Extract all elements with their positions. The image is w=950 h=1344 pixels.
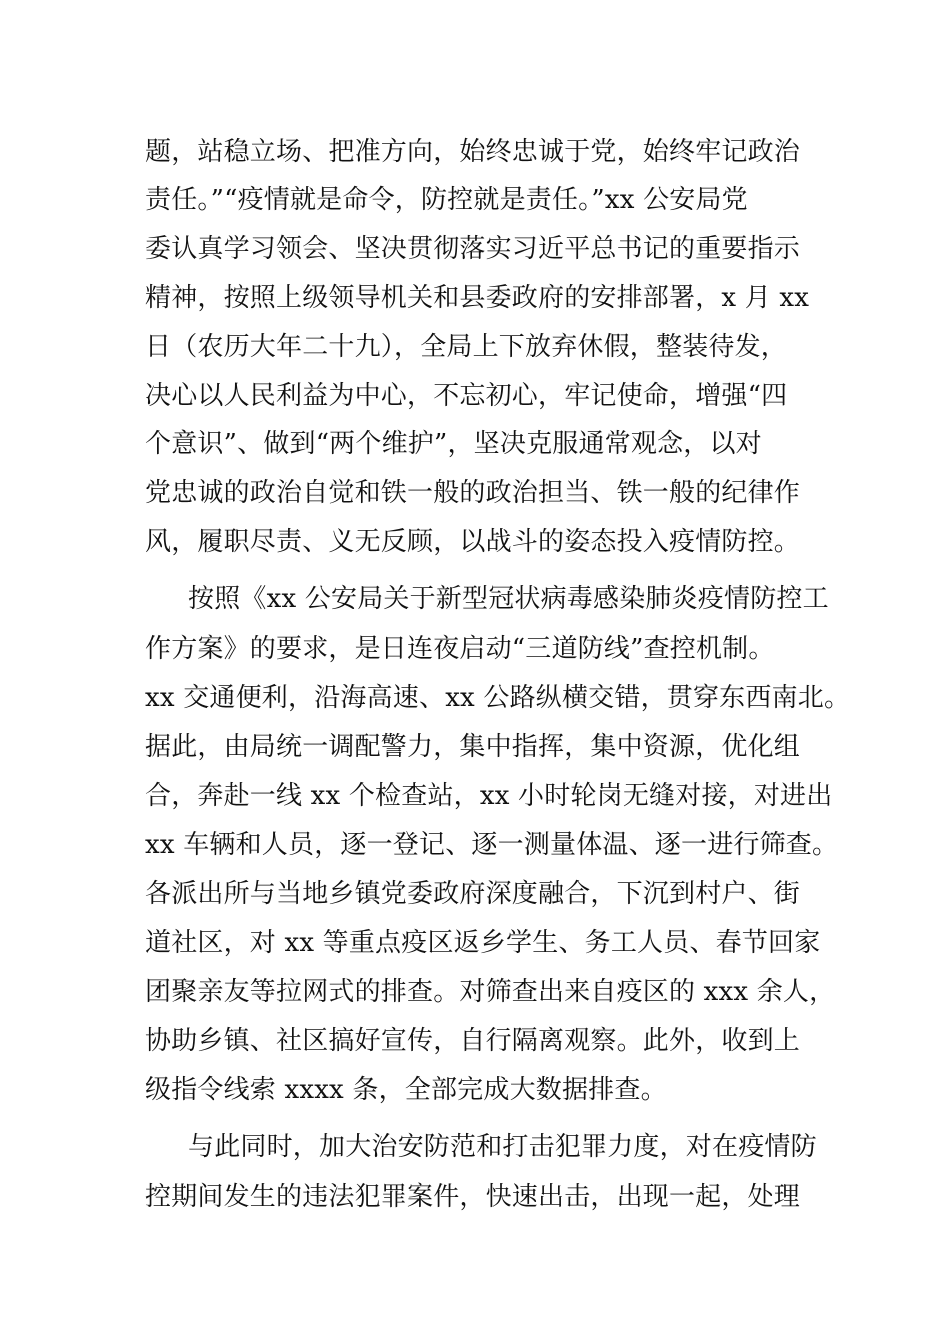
text-line: 合，奔赴一线 xx 个检查站，xx 小时轮岗无缝对接，对进出 [145,781,833,811]
text-line: xx 交通便利，沿海高速、xx 公路纵横交错，贯穿东西南北。 [145,683,851,713]
text-line: 级指令线索 xxxx 条，全部完成大数据排查。 [145,1075,667,1105]
text-line: 按照《xx 公安局关于新型冠状病毒感染肺炎疫情防控工 [188,584,829,614]
text-line: 与此同时，加大治安防范和打击犯罪力度，对在疫情防 [188,1132,817,1162]
text-line: 各派出所与当地乡镇党委政府深度融合，下沉到村户、街 [145,879,801,909]
text-line: 团聚亲友等拉网式的排查。对筛查出来自疫区的 xxx 余人， [145,977,836,1007]
text-line: 责任。”“疫情就是命令，防控就是责任。”xx 公安局党 [145,185,748,215]
text-line: 道社区，对 xx 等重点疫区返乡学生、务工人员、春节回家 [145,928,821,958]
text-line: 个意识”、做到“两个维护”，坚决克服通常观念，以对 [145,429,762,459]
text-line: 委认真学习领会、坚决贯彻落实习近平总书记的重要指示 [145,234,801,264]
text-line: 控期间发生的违法犯罪案件，快速出击，出现一起，处理 [145,1182,801,1212]
text-line: xx 车辆和人员，逐一登记、逐一测量体温、逐一进行筛查。 [145,830,839,860]
text-line: 精神，按照上级领导机关和县委政府的安排部署，x 月 xx [145,283,810,313]
text-line: 题，站稳立场、把准方向，始终忠诚于党，始终牢记政治 [145,137,801,167]
text-line: 风，履职尽责、义无反顾，以战斗的姿态投入疫情防控。 [145,527,801,557]
text-line: 日（农历大年二十九），全局上下放弃休假，整装待发， [145,332,788,362]
text-line: 作方案》的要求，是日连夜启动“三道防线”查控机制。 [145,634,775,664]
text-line: 协助乡镇、社区搞好宣传，自行隔离观察。此外，收到上 [145,1026,801,1056]
text-line: 决心以人民利益为中心，不忘初心，牢记使命，增强“四 [145,381,788,411]
text-line: 据此，由局统一调配警力，集中指挥，集中资源，优化组 [145,732,801,762]
text-line: 党忠诚的政治自觉和铁一般的政治担当、铁一般的纪律作 [145,478,801,508]
